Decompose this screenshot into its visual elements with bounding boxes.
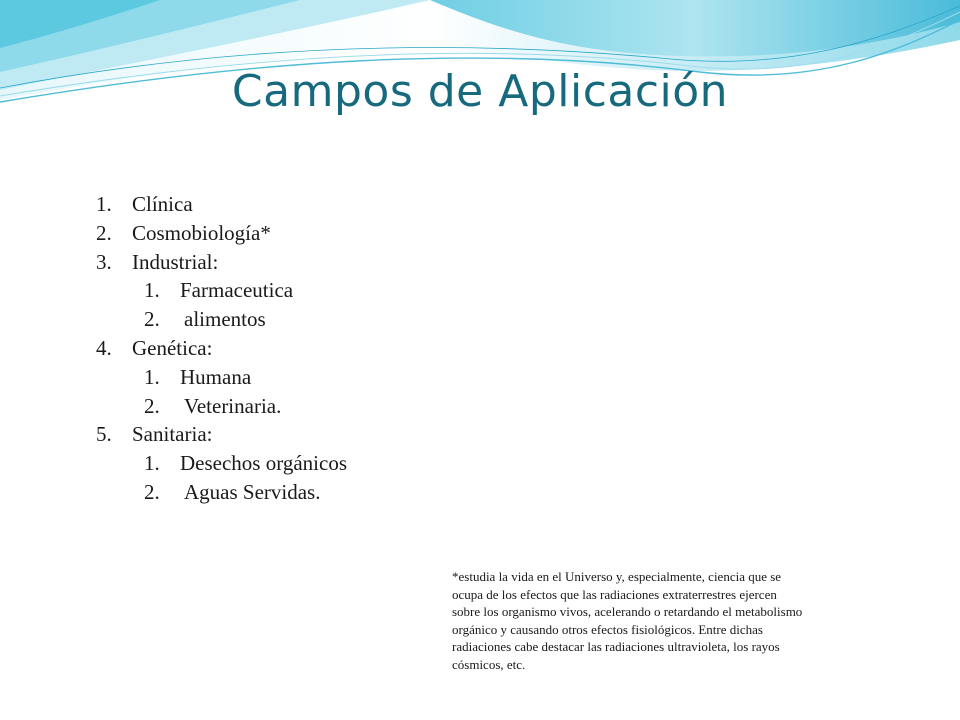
footnote-line: *estudia la vida en el Universo y, especialmente, ciencia que se: [452, 569, 782, 584]
slide-title: Campos de Aplicación: [231, 66, 729, 117]
list-item: 4. Genética:: [96, 335, 213, 360]
applications-list: [96, 190, 347, 507]
footnote-line: sobre los organismo vivos, acelerando o retardando el metabolismo: [452, 604, 803, 620]
footnote-line: ocupa de los efectos que las radiaciones extraterrestres ejercen: [452, 586, 777, 602]
footnote-line: cósmicos, etc.: [452, 656, 526, 672]
list-item: 5. Sanitaria:: [96, 422, 213, 447]
list-item: 3. Industrial:: [96, 249, 219, 274]
list-item: 1. Clínica: [96, 192, 193, 216]
sub-list-item: 1. Farmaceutica: [144, 278, 294, 303]
footnote-line: orgánico y causando otros efectos fisiológicos. Entre dichas: [452, 621, 763, 637]
sub-list-item: 2. Veterinaria.: [144, 393, 282, 418]
sub-list-item: 1. Humana: [144, 364, 252, 389]
sub-list-item: 2. alimentos: [144, 307, 266, 332]
sub-list-item: 1. Desechos orgánicos: [144, 451, 347, 476]
sub-list-item: 2. Aguas Servidas.: [144, 479, 321, 504]
footnote-line: radiaciones cabe destacar las radiaciones ultravioleta, los rayos: [452, 639, 780, 655]
list-item: 2. Cosmobiología*: [96, 220, 271, 245]
footnote: [452, 568, 922, 674]
